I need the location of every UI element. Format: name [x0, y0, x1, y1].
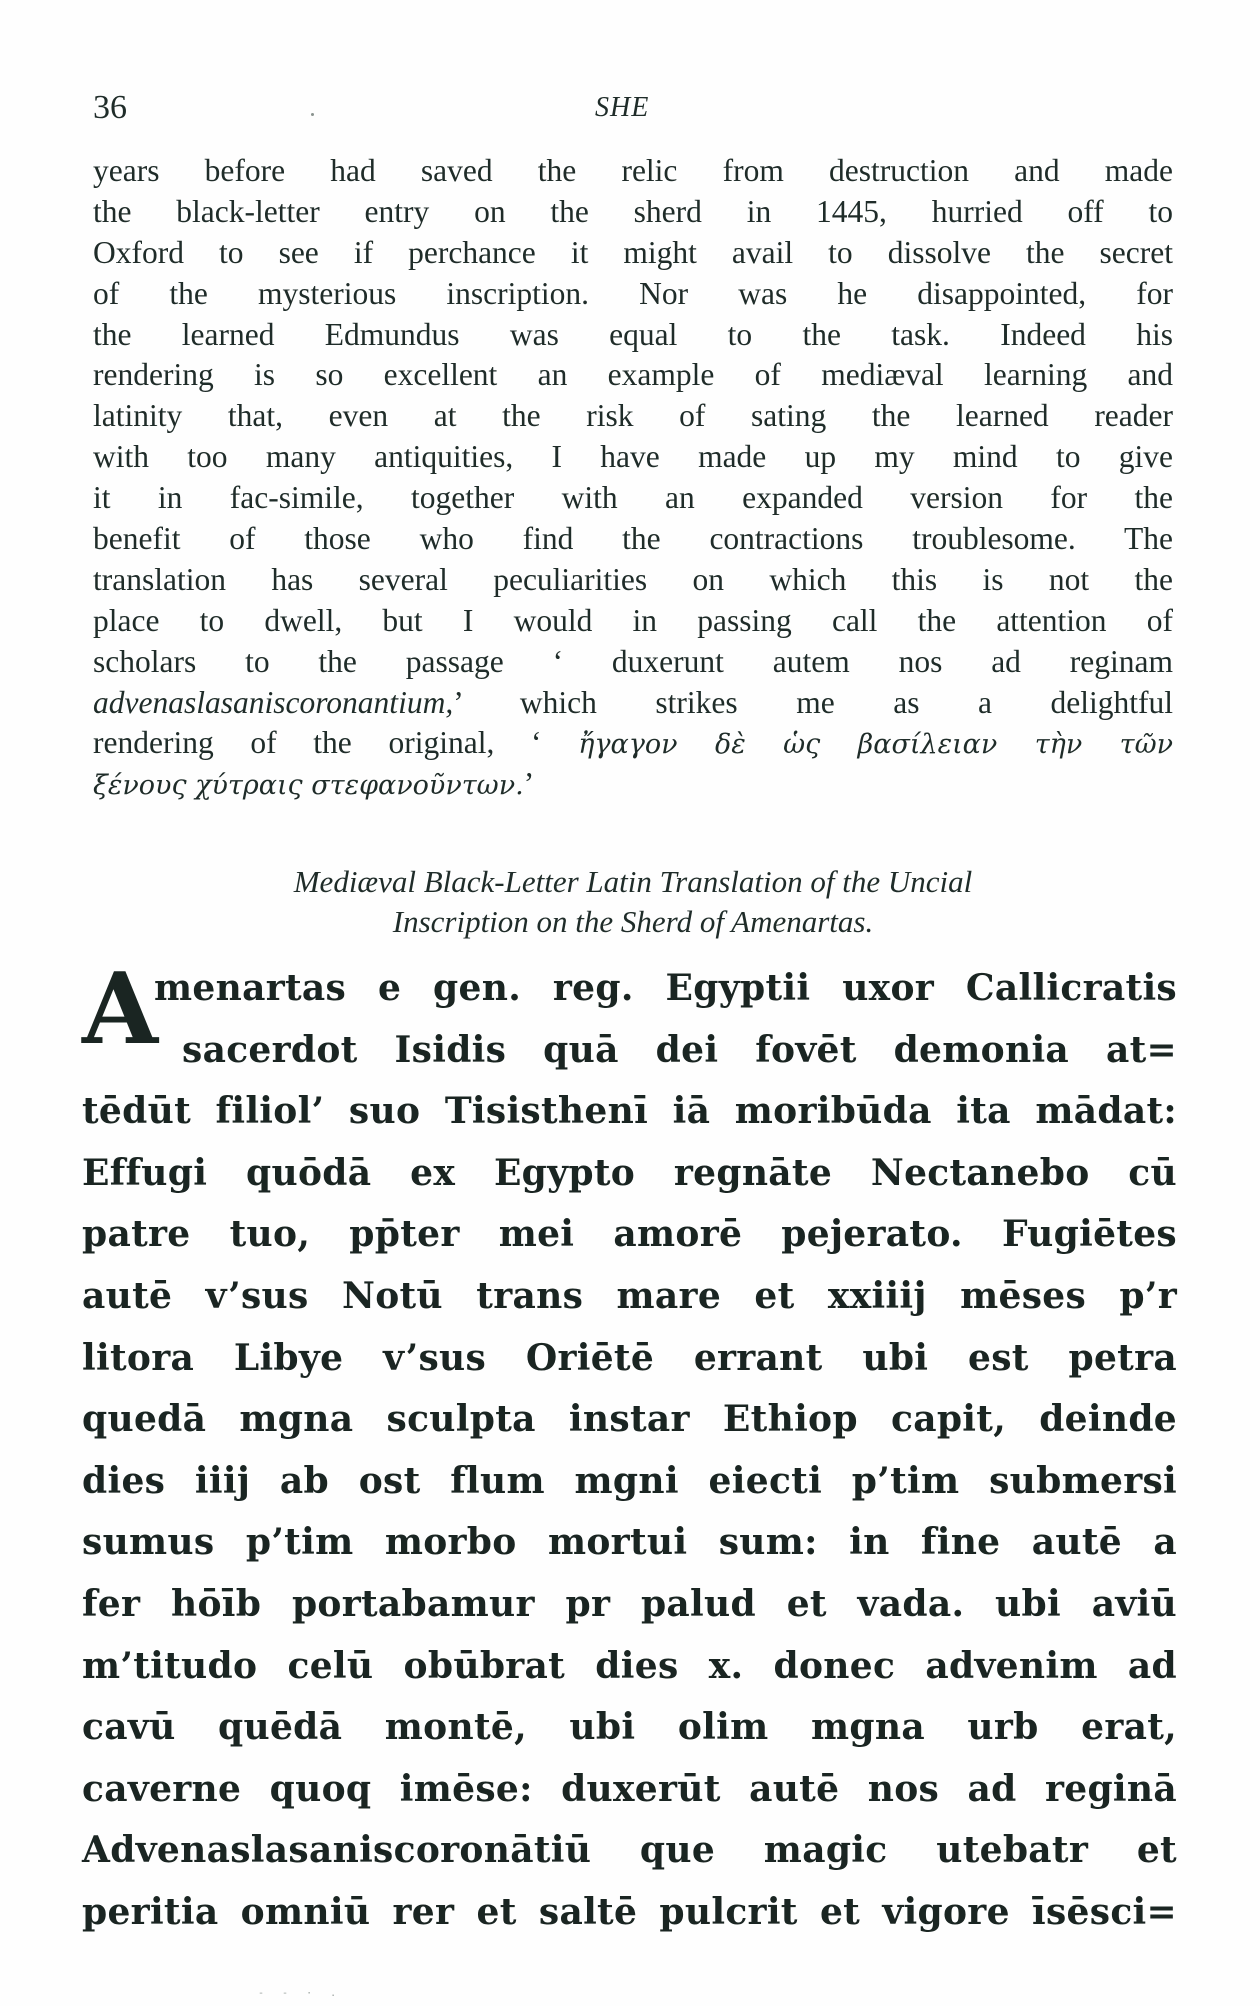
blackletter-line: menartas e gen. reg. Egyptii uxor Callicratis — [154, 967, 1177, 1009]
page-number: 36 — [93, 89, 127, 126]
body-line: Oxford to see if perchance it might avail to dissolve the secret — [93, 234, 1173, 270]
blackletter-line: patre tuo, pp̄ter mei amorē pejerato. Fugiētes — [82, 1213, 1177, 1256]
body-line: benefit of those who find the contractions troublesome. The — [93, 521, 1173, 557]
greek-phrase: ἤγαγον δὲ ὡς βασίλειαν τὴν τῶν — [578, 729, 1173, 761]
body-line-rest: ’ which strikes me as a delightful — [453, 684, 1173, 720]
greek-phrase-end: ξένους χύτραις στεφανοῦντων. — [93, 770, 524, 802]
blackletter-line: Effugi quōdā ex Egypto regnāte Nectanebo cū — [82, 1151, 1177, 1194]
caption-line: Mediæval Black-Letter Latin Translation of the Uncial — [293, 864, 973, 899]
blackletter-transcription — [82, 952, 1177, 1944]
blackletter-line: dies iiij ab ost flum mgni eiecti p’tim submersi — [82, 1459, 1177, 1502]
blackletter-line: fer hōīb portabamur pr palud et vada. ubi aviū — [82, 1582, 1177, 1625]
body-line: of the mysterious inscription. Nor was he disappointed, for — [93, 275, 1173, 311]
blackletter-line: m’titudo celū obūbrat dies x. donec advenim ad — [82, 1644, 1177, 1687]
blackletter-line: quedā mgna sculpta instar Ethiop capit, deinde — [82, 1398, 1177, 1441]
page-footer-marks: - - · . — [258, 1988, 343, 1999]
italic-phrase: advenaslasaniscoronantium, — [93, 684, 454, 720]
body-line-italic — [93, 683, 1173, 724]
body-line: place to dwell, but I would in passing call the attention of — [93, 602, 1173, 638]
caption-line: Inscription on the Sherd of Amenartas. — [392, 904, 874, 939]
blackletter-line: cavū quēdā montē, ubi olim mgna urb erat, — [82, 1706, 1177, 1749]
body-line: years before had saved the relic from destruction and made — [93, 153, 1173, 188]
figure-caption — [93, 862, 1173, 942]
body-line: latinity that, even at the risk of sating the learned reader — [93, 398, 1173, 434]
blackletter-line: caverne quoq imēse: duxerūt autē nos ad reginā — [82, 1767, 1177, 1810]
drop-cap: A — [82, 952, 159, 1067]
blackletter-line: peritia omniū rer et saltē pulcrit et vigore īsēsci= — [82, 1890, 1177, 1933]
blackletter-line: sacerdot Isidis quā dei fovēt demonia at= — [182, 1028, 1177, 1071]
blackletter-line: litora Libye v’sus Oriētē errant ubi est petra — [82, 1336, 1177, 1379]
header-dot — [311, 113, 314, 116]
blackletter-line: tēdūt filiol’ suo Tisisthenī iā moribūda ita mādat: — [82, 1090, 1177, 1133]
blackletter-line: autē v’sus Notū trans mare et xxiiij mēses p’r — [82, 1274, 1177, 1317]
body-line: the black-letter entry on the sherd in 1445, hurried off to — [93, 193, 1173, 229]
body-paragraph — [93, 151, 1173, 805]
page-header — [93, 88, 1173, 128]
body-line-roman: rendering of the original, ‘ — [93, 725, 542, 761]
body-line-greek-end — [93, 764, 1173, 805]
blackletter-line: Advenaslasaniscoronātiū que magic utebatr et — [82, 1829, 1177, 1872]
body-line: rendering is so excellent an example of mediæval learning and — [93, 357, 1173, 393]
running-title: SHE — [595, 92, 650, 123]
closing-quote: ’ — [523, 766, 535, 802]
body-line: it in fac-simile, together with an expanded version for the — [93, 480, 1173, 516]
body-line-greek — [93, 723, 1173, 764]
body-line: scholars to the passage ‘ duxerunt autem nos ad reginam — [93, 643, 1173, 679]
body-line: the learned Edmundus was equal to the task. Indeed his — [93, 316, 1173, 352]
blackletter-line: sumus p’tim morbo mortui sum: in fine autē a — [82, 1521, 1177, 1564]
body-line: translation has several peculiarities on which this is not the — [93, 561, 1173, 597]
body-line: with too many antiquities, I have made up my mind to give — [93, 439, 1173, 475]
